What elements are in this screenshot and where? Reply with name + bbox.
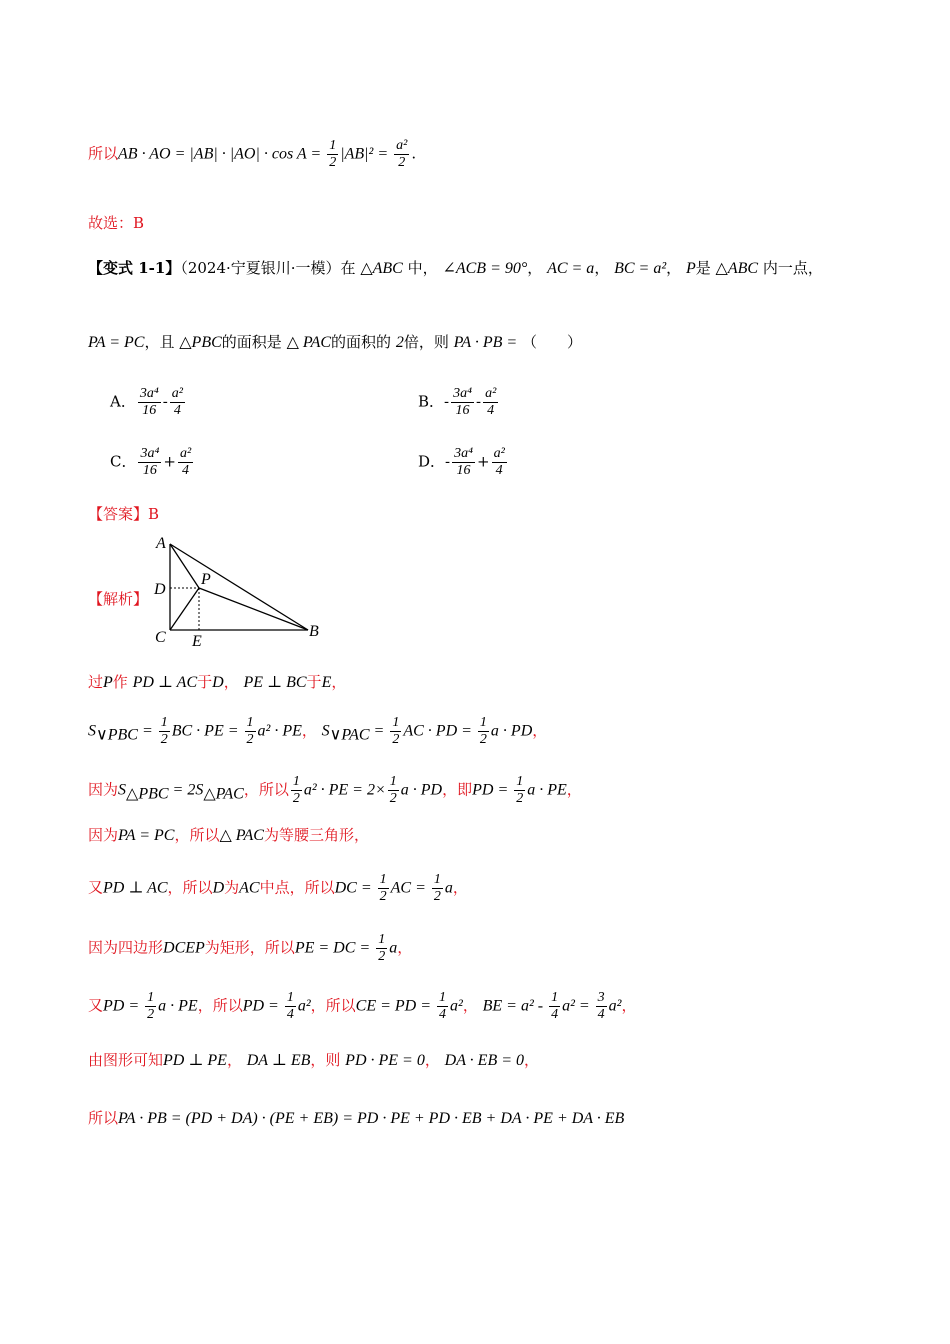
fraction-a2-over-2: $\frac{\text{a²}}{2}$	[396, 138, 408, 170]
option-c-frac2: $\frac{\text{a²}}{4}$	[179, 446, 192, 478]
option-c[interactable]	[110, 446, 195, 479]
comma: ，	[527, 259, 543, 277]
option-d[interactable]	[418, 446, 509, 479]
point-p: P	[685, 260, 696, 277]
option-d-frac2: $\frac{\text{a²}}{4}$	[493, 446, 505, 478]
final-expansion: PA · PB = (PD + DA) · (PE + EB) = PD · PE + PD · EB + DA · PE + DA · EB	[118, 1110, 625, 1127]
label-d: D	[154, 581, 166, 598]
line-dot-product-result	[88, 138, 416, 171]
bc-eq-a2: BC = a²	[614, 260, 667, 277]
expr-ab-ao: AB · AO = |AB| · |AO| · cos A =	[118, 145, 326, 163]
segment-ab	[170, 544, 308, 630]
step-4: 因为PA = PC，所以△ PAC为等腰三角形，	[88, 826, 369, 844]
choice-line	[88, 213, 144, 233]
pa-eq-pc: PA = PC	[88, 334, 145, 351]
comma: ，	[594, 259, 610, 277]
angle-acb: ∠ACB = 90°	[442, 260, 528, 277]
segment-pc	[170, 588, 199, 630]
comma: ，	[666, 259, 682, 277]
option-a-frac1: $\frac{\text{3a⁴}}{16}$	[139, 386, 159, 418]
text-inner-point: 内一点，	[762, 259, 823, 277]
text-area-of: 的面积的	[331, 333, 392, 351]
expr-ab-squared: |AB|² =	[340, 145, 393, 163]
option-b-frac1: $\frac{\text{3a⁴}}{16}$	[453, 386, 472, 418]
pa-dot-pb: PA · PB =	[453, 334, 518, 351]
operator: -	[475, 392, 482, 411]
step-2: $S_{\vee PBC}$ = $\frac{1}{2}$ BC · PE = $\frac{1}{2}$ a² · PE， $S_{\vee PAC}$ = $\frac{1}{2}$ AC · PD = $\frac{1}{2}$ a · PD，	[88, 715, 548, 747]
label-b: B	[309, 623, 319, 640]
ac-eq-a: AC = a	[547, 260, 595, 277]
text-area-is: 的面积是	[221, 333, 282, 351]
step-9: 所以PA · PB = (PD + DA) · (PE + EB) = PD · PE + PD · EB + DA · PE + DA · EB	[88, 1109, 625, 1127]
option-b-frac2: $\frac{\text{a²}}{4}$	[485, 386, 497, 418]
problem-source: （2024·宁夏银川·一模）在	[180, 259, 356, 277]
segment-pa	[170, 544, 199, 588]
step-3: 因为$S_{\triangle PBC} = 2S_{\triangle PAC}$，所以 $\frac{1}{2}$ a² · PE = 2× $\frac{1}{2}$ a · PD，即PD = $\frac{1}{2}$ a · PE，	[88, 774, 582, 806]
label-a: A	[156, 535, 166, 552]
text-times: 倍，则	[403, 333, 449, 351]
text-zhong: 中，	[407, 259, 438, 277]
analysis-label: 【解析】	[88, 590, 149, 608]
option-d-label: D．	[418, 452, 446, 471]
triangle-figure	[150, 532, 330, 647]
operator: +	[163, 452, 176, 471]
text-qie: ，且	[144, 333, 175, 351]
option-b[interactable]	[418, 386, 500, 419]
option-d-frac1: $\frac{\text{3a⁴}}{16}$	[454, 446, 473, 478]
problem-line-2	[88, 332, 582, 353]
answer-line	[88, 504, 159, 524]
text-shi: 是	[695, 259, 711, 277]
sign: -	[445, 452, 451, 471]
problem-line-1	[88, 258, 823, 279]
answer-text: 【答案】B	[88, 505, 160, 523]
analysis-label-line	[88, 589, 148, 609]
triangle-pbc: △PBC	[179, 334, 222, 351]
problem-tag: 【变式 1-1】	[88, 259, 181, 277]
answer-blank: （ ）	[521, 333, 582, 351]
text-suoyi: 所以	[88, 144, 119, 163]
label-p: P	[201, 571, 211, 588]
step-8: 由图形可知PD ⊥ PE， DA ⊥ EB，则 PD · PE = 0， DA · EB = 0，	[88, 1051, 540, 1069]
option-b-label: B．	[418, 392, 445, 411]
option-c-frac1: $\frac{\text{3a⁴}}{16}$	[140, 446, 160, 478]
step-1: 过P作 PD ⊥ AC于D， PE ⊥ BC于E，	[88, 673, 347, 691]
segment-pb	[199, 588, 308, 630]
option-a-label: A．	[110, 392, 136, 411]
option-a[interactable]	[110, 386, 187, 419]
step-6: 因为四边形DCEP为矩形，所以PE = DC = $\frac{1}{2}$ a，	[88, 932, 413, 964]
sign: -	[444, 392, 450, 411]
label-c: C	[155, 629, 166, 646]
triangle-pac: △ PAC	[286, 334, 332, 351]
step-7: 又PD = $\frac{1}{2}$ a · PE，所以PD = $\frac{1}{4}$ a²，所以CE = PD = $\frac{1}{4}$ a²， BE = a² - $\frac{1}{4}$ a² = $\frac{3}{4}$ a²，	[88, 990, 637, 1022]
fraction-half: $\frac{1}{2}$	[329, 138, 337, 170]
triangle-abc: △ABC	[360, 260, 403, 277]
period: .	[411, 144, 417, 163]
triangle-abc-2: △ABC	[715, 260, 759, 277]
number-two: 2	[395, 334, 404, 351]
label-e: E	[192, 633, 202, 647]
text-choice-b: 故选：B	[88, 214, 145, 232]
option-c-label: C．	[110, 452, 137, 471]
step-5: 又PD ⊥ AC，所以D为AC中点，所以DC = $\frac{1}{2}$ AC = $\frac{1}{2}$ a，	[88, 872, 468, 904]
option-a-frac2: $\frac{\text{a²}}{4}$	[171, 386, 183, 418]
operator: +	[476, 452, 490, 471]
operator: -	[162, 392, 168, 411]
